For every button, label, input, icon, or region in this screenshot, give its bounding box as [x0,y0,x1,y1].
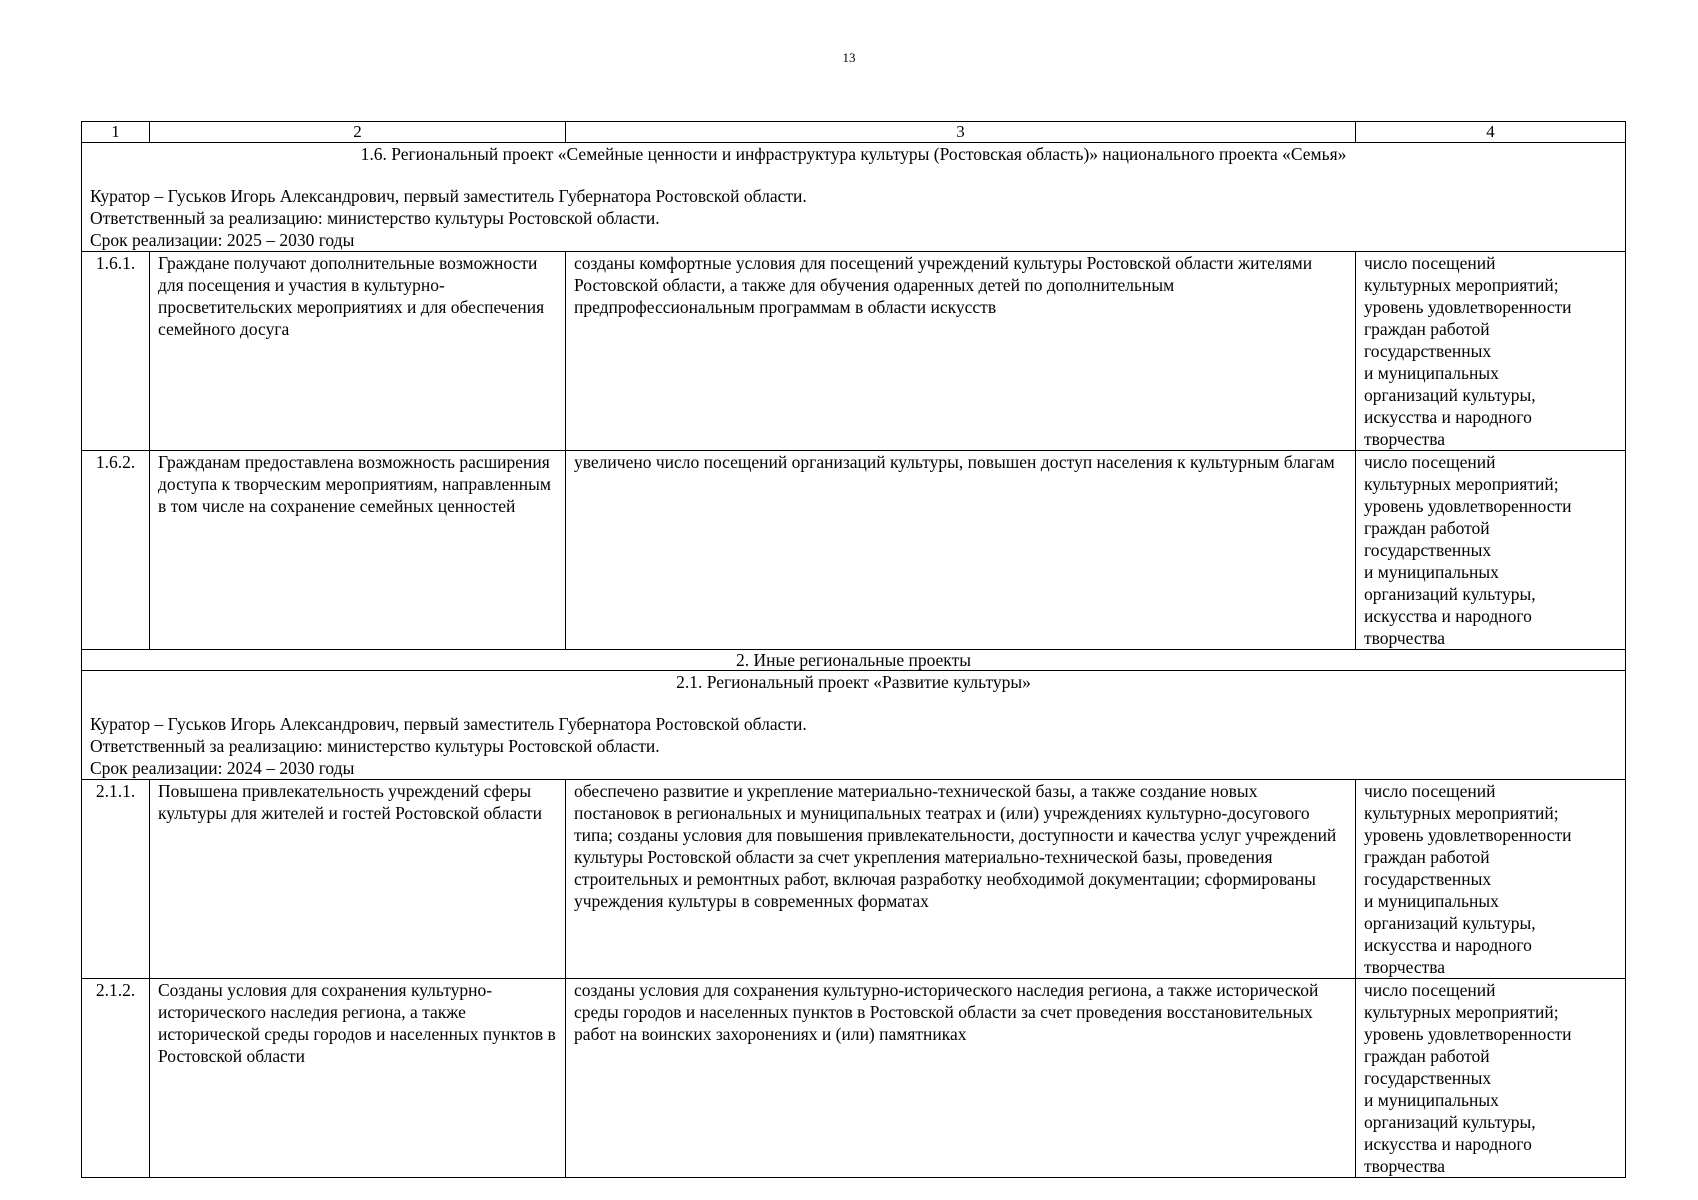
row-number: 1.6.2. [82,451,150,650]
row-effect: созданы комфортные условия для посещений учреждений культуры Ростовской области жителями Ростовской области, а также для обучения одаренных детей по дополнительным предпрофессиональным программам в области искусств [566,252,1356,451]
table-row [82,252,1626,451]
row-number: 2.1.1. [82,780,150,979]
column-header-1: 1 [82,122,150,143]
row-effect: увеличено число посещений организаций культуры, повышен доступ населения к культурным благам [566,451,1356,650]
page-number: 13 [842,50,856,65]
section-header-1-6 [82,143,1626,252]
row-indicators: число посещений культурных мероприятий; уровень удовлетворенности граждан работой государственных и муниципальных организаций культуры, искусства и народного творчества [1356,979,1626,1178]
row-task: Гражданам предоставлена возможность расширения доступа к творческим мероприятиям, направленным в том числе на сохранение семейных ценностей [150,451,566,650]
row-task: Созданы условия для сохранения культурно-исторического наследия региона, а также исторической среды городов и населенных пунктов в Ростовской области [150,979,566,1178]
row-indicators: число посещений культурных мероприятий; уровень удовлетворенности граждан работой государственных и муниципальных организаций культуры, искусства и народного творчества [1356,780,1626,979]
row-number: 2.1.2. [82,979,150,1178]
section-responsible: Ответственный за реализацию: министерство культуры Ростовской области. [90,208,660,228]
row-number: 1.6.1. [82,252,150,451]
table-row [82,451,1626,650]
section-responsible: Ответственный за реализацию: министерство культуры Ростовской области. [90,736,660,756]
table-row [82,979,1626,1178]
row-indicators: число посещений культурных мероприятий; уровень удовлетворенности граждан работой государственных и муниципальных организаций культуры, искусства и народного творчества [1356,451,1626,650]
section-header-row [82,143,1626,252]
section-band: 2. Иные региональные проекты [82,650,1626,671]
section-header-2-1 [82,671,1626,780]
column-header-2: 2 [150,122,566,143]
row-effect: созданы условия для сохранения культурно-исторического наследия региона, а также исторической среды городов и населенных пунктов в Ростовской области за счет проведения восстановительных работ на воинских захоронениях и (или) памятниках [566,979,1356,1178]
section-curator: Куратор – Гуськов Игорь Александрович, первый заместитель Губернатора Ростовской области. [90,714,807,734]
section-title: 1.6. Региональный проект «Семейные ценности и инфраструктура культуры (Ростовская область)» национального проекта «Семья» [360,144,1347,164]
section-term: Срок реализации: 2025 – 2030 годы [90,230,355,250]
row-indicators: число посещений культурных мероприятий; уровень удовлетворенности граждан работой государственных и муниципальных организаций культуры, искусства и народного творчества [1356,252,1626,451]
row-task: Граждане получают дополнительные возможности для посещения и участия в культурно-просветительских мероприятиях и для обеспечения семейного досуга [150,252,566,451]
measures-table [81,121,1626,1178]
section-header-row [82,671,1626,780]
column-header-3: 3 [566,122,1356,143]
row-task: Повышена привлекательность учреждений сферы культуры для жителей и гостей Ростовской области [150,780,566,979]
section-curator: Куратор – Гуськов Игорь Александрович, первый заместитель Губернатора Ростовской области. [90,186,807,206]
section-title: 2.1. Региональный проект «Развитие культуры» [676,672,1031,692]
table-row [82,780,1626,979]
row-effect: обеспечено развитие и укрепление материально-технической базы, а также создание новых постановок в региональных и муниципальных театрах и (или) учреждениях культурно-досугового типа; созданы условия для повышения привлекательности, доступности и качества услуг учреждений культуры Ростовской области за счет укрепления материально-технической базы, проведения строительных и ремонтных работ, включая разработку необходимой документации; сформированы учреждения культуры в современных форматах [566,780,1356,979]
column-header-4: 4 [1356,122,1626,143]
section-term: Срок реализации: 2024 – 2030 годы [90,758,355,778]
column-header-row [82,122,1626,143]
section-band-row [82,650,1626,671]
